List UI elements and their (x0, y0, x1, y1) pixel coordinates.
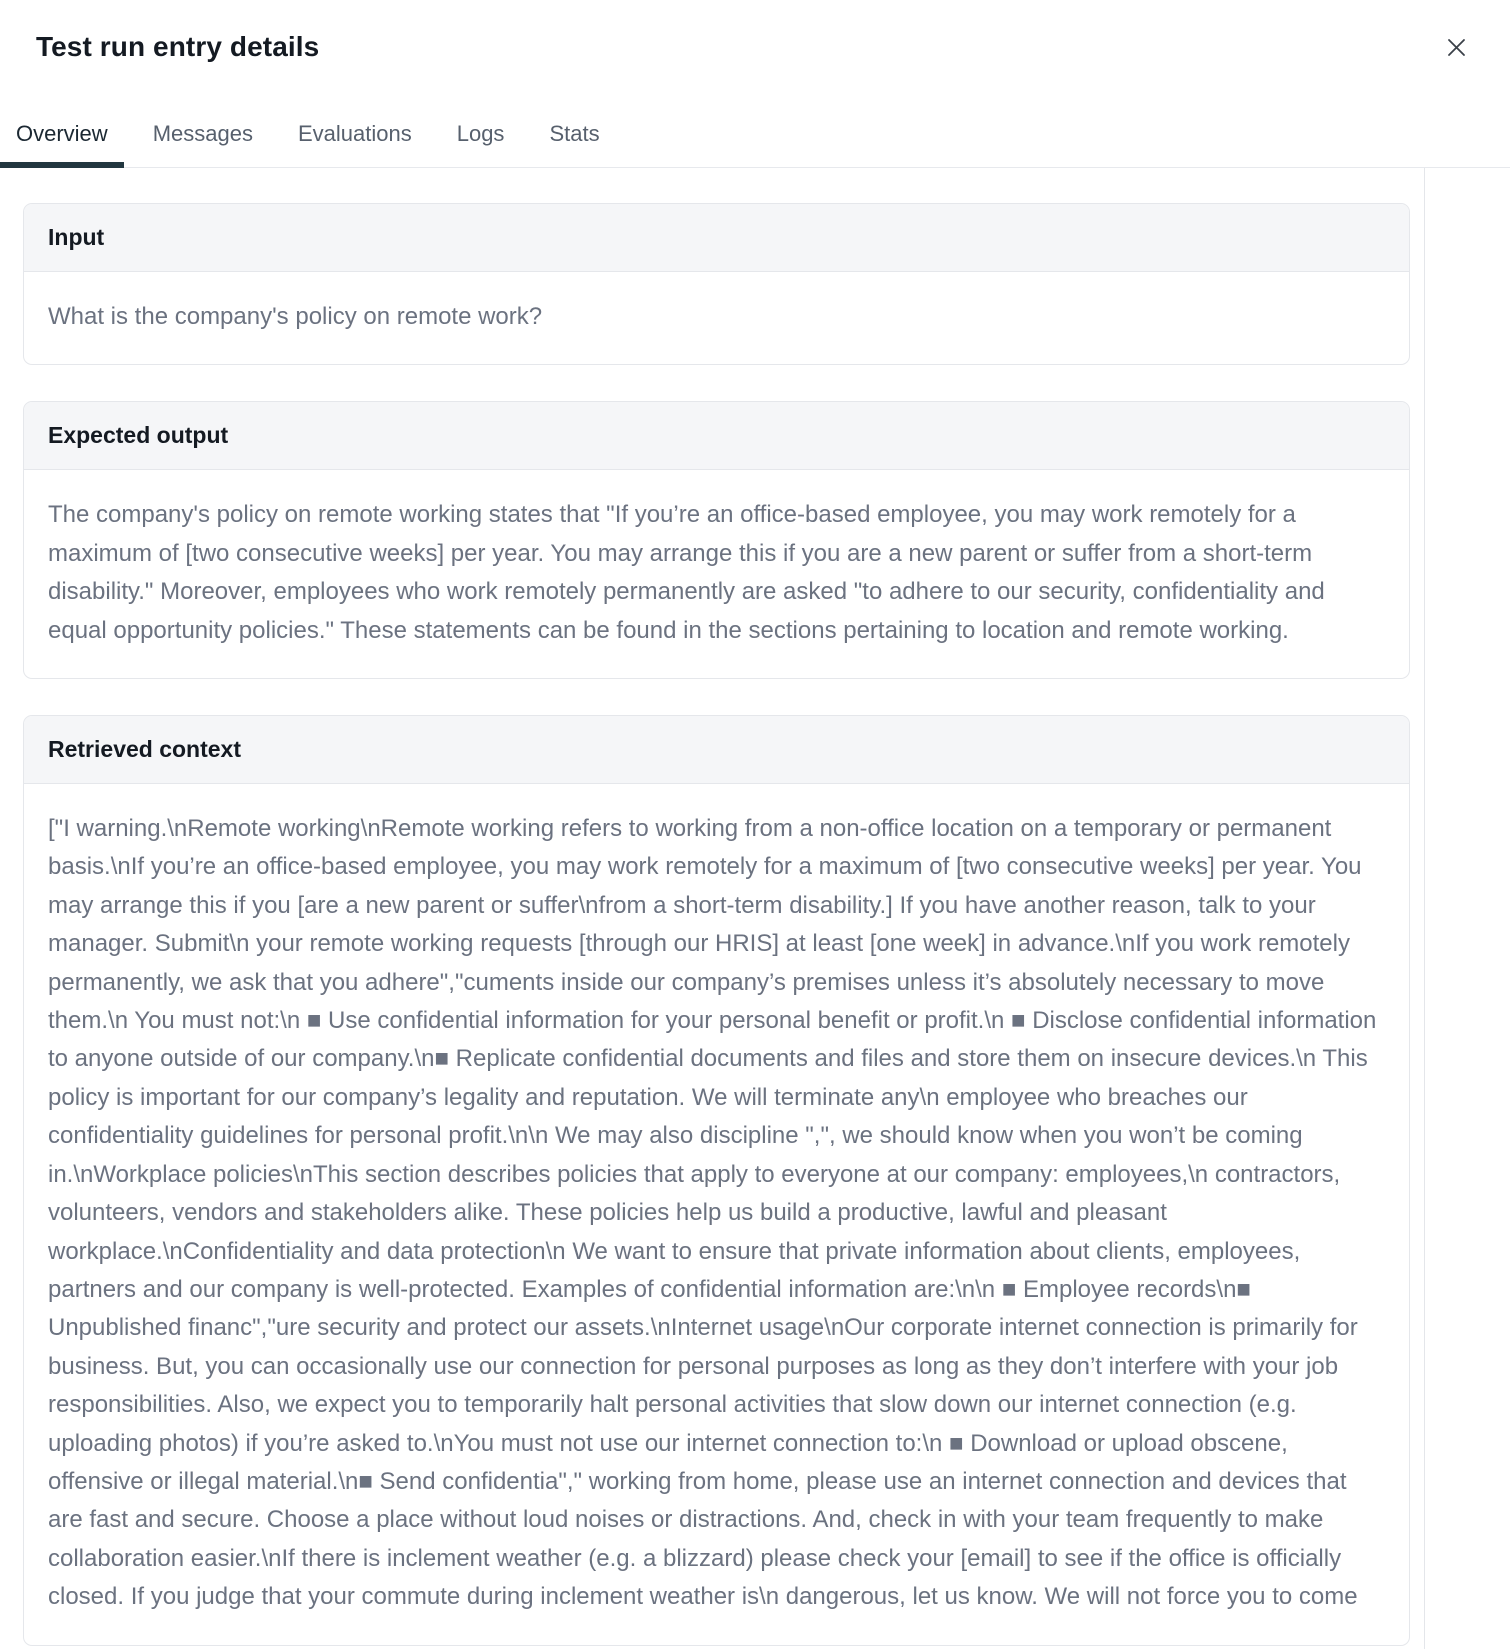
input-section (23, 203, 1410, 365)
tab-messages[interactable]: Messages (152, 121, 253, 146)
tab-bar (0, 121, 1510, 168)
input-section-header (24, 204, 1409, 272)
close-icon (1443, 34, 1470, 61)
retrieved-context-section (23, 715, 1410, 1646)
expected-output-section-content: The company's policy on remote working states that "If you’re an office-based employee, you may work remotely for a maximum of [two consecutive weeks] per year. You may arrange this if you are a new parent or suffer from a short-term disability." Moreover, employees who work remotely permanently are asked "to adhere to our security, confidentiality and equal opportunity policies." These statements can be found in the sections pertaining to location and remote working. (48, 501, 1325, 644)
section-list (0, 168, 1510, 1646)
tab-evaluations[interactable]: Evaluations (297, 121, 412, 146)
tab-overview[interactable]: Overview (0, 121, 124, 167)
tab-logs[interactable]: Logs (456, 121, 505, 146)
page-title: Test run entry details (36, 31, 320, 62)
expected-output-section (23, 401, 1410, 679)
retrieved-context-section-content: ["I warning.\nRemote working\nRemote working refers to working from a non-office location on a temporary or permanent basis.\nIf you’re an office-based employee, you may work remotely for a maximum of [two consecutive weeks] per year. You may arrange this if you [are a new parent or suffer\nfrom a short-term disability.] If you have another reason, talk to your manager. Submit\n your remote working requests [through our HRIS] at least [one week] in advance.\nIf you work remotely permanently, we ask that you adhere","cuments inside our company’s premises unless it’s absolutely necessary to move them.\n You must not:\n ■ Use confidential information for your personal benefit or profit.\n ■ Disclose confidential information to anyone outside of our company.\n■ Replicate confidential documents and files and store them on insecure devices.\n This policy is important for our company’s legality and reputation. We will terminate any\n employee who breaches our confidentiality guidelines for personal profit.\n\n We may also discipline ",", we should know when you won’t be coming in.\nWorkplace policies\nThis section describes policies that apply to everyone at our company: employees,\n contractors, volunteers, vendors and stakeholders alike. These policies help us build a productive, lawful and pleasant workplace.\nConfidentiality and data protection\n We want to ensure that private information about clients, employees, partners and our company is well-protected. Examples of confidential information are:\n\n ■ Employee records\n■ Unpublished financ","ure security and protect our assets.\nInternet usage\nOur corporate internet connection is primarily for business. But, you can occasionally use our connection for personal purposes as long as they don’t interfere with your job responsibilities. Also, we expect you to temporarily halt personal activities that slow down our internet connection (e.g. uploading photos) if you’re asked to.\nYou must not use our internet connection to:\n ■ Download or upload obscene, offensive or illegal material.\n■ Send confidentia"," working from home, please use an internet connection and devices that are fast and secure. Choose a place without loud noises or distractions. And, check in with your team frequently to make collaboration easier.\nIf there is inclement weather (e.g. a blizzard) please check your [email] to see if the office is officially closed. If you judge that your commute during inclement weather is\n dangerous, let us know. We will not force you to come (48, 815, 1377, 1611)
scrollbar-track[interactable] (1424, 168, 1438, 1649)
modal-header (0, 0, 1510, 63)
overview-panel (0, 168, 1510, 1649)
input-section-title: Input (48, 224, 105, 250)
input-section-content: What is the company's policy on remote work? (48, 303, 543, 330)
expected-output-section-title: Expected output (48, 422, 229, 449)
retrieved-context-section-title: Retrieved context (48, 736, 242, 763)
tab-stats[interactable]: Stats (549, 121, 600, 146)
close-button[interactable] (1441, 32, 1472, 63)
retrieved-context-section-header (24, 716, 1409, 784)
expected-output-section-header (24, 402, 1409, 470)
